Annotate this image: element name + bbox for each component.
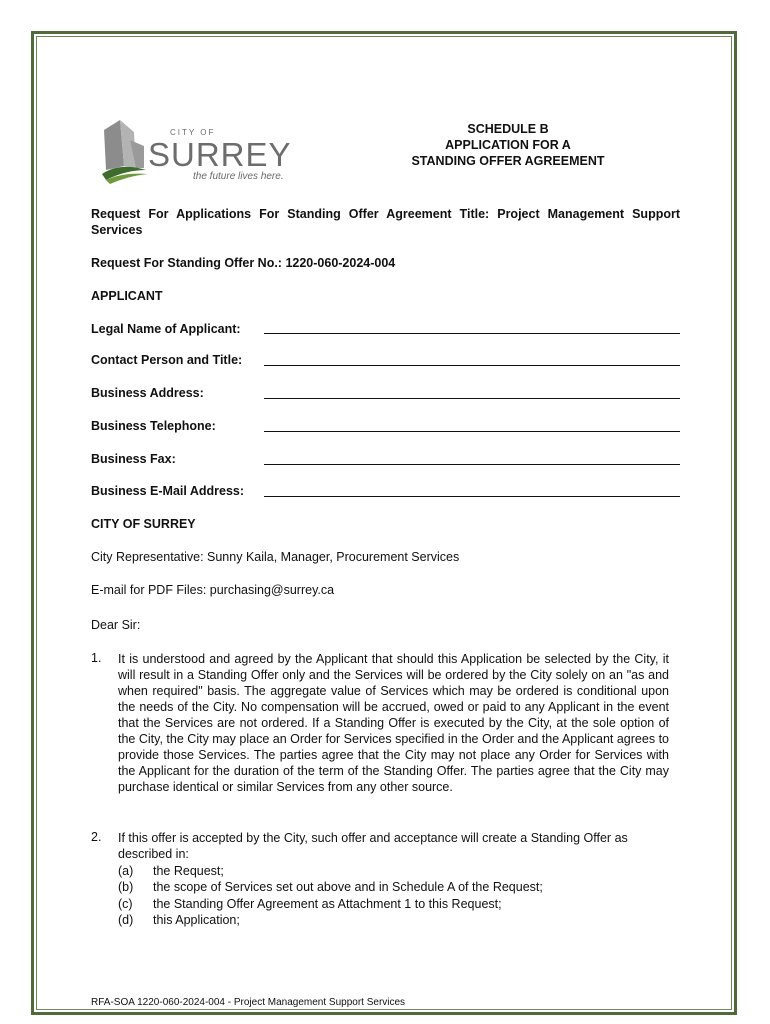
item-number: 1. <box>91 651 102 665</box>
item-number: 2. <box>91 830 102 844</box>
logo-city-of-text: CITY OF <box>170 128 216 137</box>
business-email-label: Business E-Mail Address: <box>91 484 245 498</box>
logo-surrey-text: SURREY <box>148 136 292 173</box>
salutation: Dear Sir: <box>91 618 141 632</box>
subitem-text: this Application; <box>153 913 240 927</box>
logo-tagline: the future lives here. <box>193 171 284 182</box>
business-fax-field[interactable] <box>264 464 680 465</box>
request-number: Request For Standing Offer No.: 1220-060-2024-004 <box>91 256 396 270</box>
business-address-field[interactable] <box>264 398 680 399</box>
business-fax-label: Business Fax: <box>91 452 176 466</box>
header-line-2: APPLICATION FOR A <box>445 138 571 152</box>
applicant-heading: APPLICANT <box>91 289 163 303</box>
city-heading: CITY OF SURREY <box>91 517 196 531</box>
subitem-label: (b) <box>118 880 134 894</box>
subitem-text: the Request; <box>153 864 224 878</box>
page-footer: RFA-SOA 1220-060-2024-004 - Project Management Support Services <box>91 997 406 1008</box>
header-line-1: SCHEDULE B <box>467 122 549 136</box>
request-title: Request For Applications For Standing Offer Agreement Title: Project Management Support Services <box>91 207 680 237</box>
subitem-label: (a) <box>118 864 134 878</box>
city-representative: City Representative: Sunny Kaila, Manager, Procurement Services <box>91 550 460 564</box>
business-address-label: Business Address: <box>91 386 204 400</box>
header-line-3: STANDING OFFER AGREEMENT <box>411 154 605 168</box>
legal-name-field[interactable] <box>264 333 680 334</box>
subitem-label: (c) <box>118 897 133 911</box>
contact-person-field[interactable] <box>264 365 680 366</box>
item-text: If this offer is accepted by the City, such offer and acceptance will create a Standing Offer as described in: <box>118 831 628 861</box>
pdf-email: E-mail for PDF Files: purchasing@surrey.ca <box>91 583 335 597</box>
business-telephone-label: Business Telephone: <box>91 419 216 433</box>
business-email-field[interactable] <box>264 496 680 497</box>
business-telephone-field[interactable] <box>264 431 680 432</box>
contact-person-label: Contact Person and Title: <box>91 353 243 367</box>
subitem-label: (d) <box>118 913 134 927</box>
legal-name-label: Legal Name of Applicant: <box>91 322 241 336</box>
item-text: It is understood and agreed by the Applicant that should this Application be selected by the City, it will result in a Standing Offer only and the Services will be ordered by the City solely on an "as and when required" basis. The aggregate value of Services which may be ordered is conditional upon the needs of the City. No compensation will be accrued, owed or paid to any Applicant in the event that the Services are not ordered. If a Standing Offer is executed by the City, at the sole option of the City, the City may place an Order for Services specified in the Order and the Applicant agrees to provide those Services. The parties agree that the City may not place any Order for Services with the Applicant for the duration of the term of the Standing Offer. The parties agree that the City may purchase identical or similar Services from any other source. <box>118 652 669 794</box>
subitem-text: the scope of Services set out above and in Schedule A of the Request; <box>153 880 543 894</box>
document-header <box>395 121 621 169</box>
subitem-text: the Standing Offer Agreement as Attachment 1 to this Request; <box>153 897 502 911</box>
